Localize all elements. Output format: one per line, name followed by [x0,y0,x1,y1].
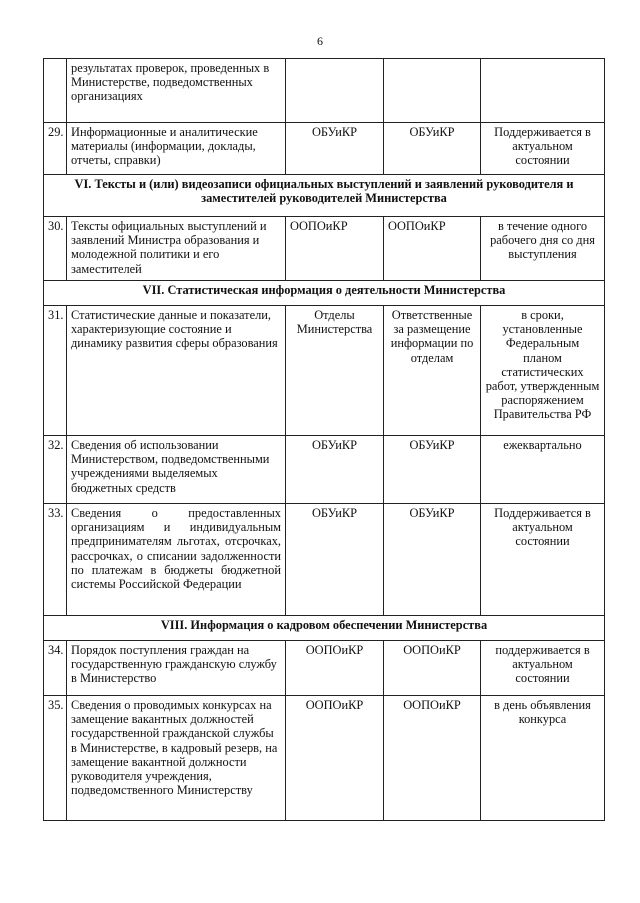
section-header-viii [44,616,605,641]
row-responsible-provision: ОБУиКР [286,123,384,175]
row-responsible-placement: ОБУиКР [384,504,481,616]
row-responsible-provision: ООПОиКР [286,641,384,696]
row-name: Сведения о предоставленных организациям и индивидуальным предпринимателям льготах, отсрочках, рассрочках, о списании задолженности по платежам в бюджеты бюджетной системы Российской Федерации [67,504,286,616]
row-number: 32. [44,436,67,504]
row-responsible-provision: ООПОиКР [286,696,384,821]
row-responsible-provision: ООПОиКР [286,217,384,281]
row-name: Статистические данные и показатели, характеризующие состояние и динамику развития сферы образования [67,306,286,436]
row-name: Сведения о проводимых конкурсах на замещение вакантных должностей государственной гражданской службы в Министерстве, в кадровый резерв, на замещение вакантной должности руководителя учреждения, подведомственного Министерству [67,696,286,821]
row-deadline: Поддерживается в актуальном состоянии [481,504,605,616]
table-row [44,217,605,281]
table-row [44,436,605,504]
table-row [44,504,605,616]
row-deadline [481,59,605,123]
row-number: 29. [44,123,67,175]
row-responsible-placement: ООПОиКР [384,641,481,696]
page-number: 6 [317,34,323,48]
section-header-vii [44,281,605,306]
row-number: 35. [44,696,67,821]
row-deadline: в течение одного рабочего дня со дня выступления [481,217,605,281]
row-responsible-placement: ООПОиКР [384,696,481,821]
table-row [44,123,605,175]
row-responsible-placement: ООПОиКР [384,217,481,281]
row-number: 31. [44,306,67,436]
row-responsible-placement: Ответственные за размещение информации по отделам [384,306,481,436]
row-deadline: Поддерживается в актуальном состоянии [481,123,605,175]
row-responsible-provision: ОБУиКР [286,436,384,504]
row-name: Порядок поступления граждан на государственную гражданскую службу в Министерство [67,641,286,696]
row-responsible-placement: ОБУиКР [384,123,481,175]
section-title: VII. Статистическая информация о деятельности Министерства [44,281,605,306]
row-deadline: поддерживается в актуальном состоянии [481,641,605,696]
information-table [43,58,605,821]
row-name: Тексты официальных выступлений и заявлений Министра образования и молодежной политики и его заместителей [67,217,286,281]
row-responsible-provision: ОБУиКР [286,504,384,616]
row-number [44,59,67,123]
row-deadline: в сроки, установленные Федеральным планом статистических работ, утвержденным распоряжением Правительства РФ [481,306,605,436]
row-name: Сведения об использовании Министерством, подведомственными учреждениями выделяемых бюджетных средств [67,436,286,504]
table-row [44,696,605,821]
row-responsible-provision [286,59,384,123]
row-number: 34. [44,641,67,696]
section-title: VIII. Информация о кадровом обеспечении Министерства [44,616,605,641]
row-deadline: ежеквартально [481,436,605,504]
row-responsible-placement [384,59,481,123]
row-responsible-placement: ОБУиКР [384,436,481,504]
row-number: 33. [44,504,67,616]
section-title: VI. Тексты и (или) видеозаписи официальных выступлений и заявлений руководителя и заместителей руководителей Министерства [44,175,605,217]
row-responsible-provision: Отделы Министерства [286,306,384,436]
table-row [44,59,605,123]
row-deadline: в день объявления конкурса [481,696,605,821]
row-name: результатах проверок, проведенных в Министерстве, подведомственных организациях [67,59,286,123]
table-row [44,306,605,436]
table-row [44,641,605,696]
row-name: Информационные и аналитические материалы (информации, доклады, отчеты, справки) [67,123,286,175]
row-number: 30. [44,217,67,281]
section-header-vi [44,175,605,217]
